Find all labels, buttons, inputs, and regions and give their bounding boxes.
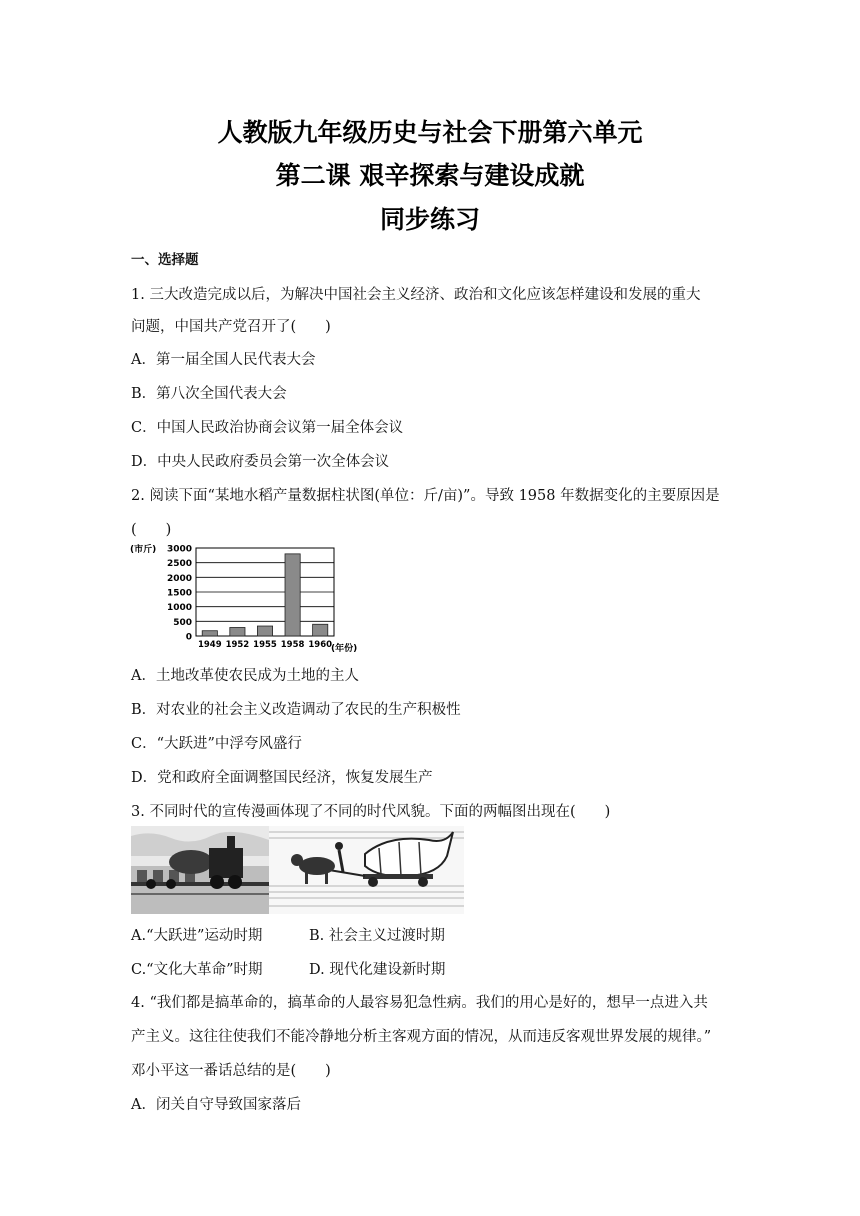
chart-ytick-label: 1000 xyxy=(166,603,192,614)
chart-ytick-label: 0 xyxy=(185,632,192,643)
q2-option-a: A．土地改革使农民成为土地的主人 xyxy=(131,668,359,684)
chart-xtick-label: 1955 xyxy=(253,640,277,650)
doc-title-line2: 第二课 艰辛探索与建设成就 xyxy=(275,161,585,190)
q1-option-b: B．第八次全国代表大会 xyxy=(131,386,287,402)
chart-xtick-label: 1949 xyxy=(197,640,222,650)
q4-stem-line2: 产主义。这往往使我们不能冷静地分析主客观方面的情况，从而违反客观世界发展的规律。” xyxy=(131,1029,712,1045)
section-heading: 一、选择题 xyxy=(131,252,199,268)
q1-stem-line1: 1. 三大改造完成以后，为解决中国社会主义经济、政治和文化应该怎样建设和发展的重大 xyxy=(131,287,701,303)
q3-option-c: C.“文化大革命”时期 xyxy=(131,962,263,978)
doc-title-line3: 同步练习 xyxy=(379,205,480,234)
chart-bar-1958 xyxy=(285,554,300,636)
q1-option-c: C．中国人民政治协商会议第一届全体会议 xyxy=(131,420,404,436)
q3-option-a: A.“大跃进”运动时期 xyxy=(131,928,263,944)
chart-bar-1952 xyxy=(230,627,245,636)
q1-option-a: A．第一届全国人民代表大会 xyxy=(131,352,316,368)
propaganda-cartoon-train xyxy=(131,826,269,914)
q2-option-c: C．“大跃进”中浮夸风盛行 xyxy=(131,736,302,752)
q4-stem-line3: 邓小平这一番话总结的是( ) xyxy=(131,1063,331,1079)
q2-option-d: D．党和政府全面调整国民经济，恢复发展生产 xyxy=(131,770,433,786)
chart-ytick-label: 2500 xyxy=(166,559,192,570)
q1-stem-line2: 问题，中国共产党召开了( ) xyxy=(131,319,331,335)
propaganda-cartoon-ox-cart xyxy=(269,826,464,914)
chart-bar-1949 xyxy=(202,631,217,636)
chart-xtick-label: 1960 xyxy=(308,640,333,650)
chart-ytick-label: 2000 xyxy=(166,573,192,584)
chart-ytick-label: 3000 xyxy=(166,544,192,555)
q4-stem-line1: 4. “我们都是搞革命的，搞革命的人最容易犯急性病。我们的用心是好的，想早一点进入共 xyxy=(131,995,708,1011)
rice-yield-bar-chart xyxy=(128,540,368,655)
q3-option-b: B. 社会主义过渡时期 xyxy=(309,928,445,944)
chart-bar-1960 xyxy=(313,624,328,636)
q2-stem-line1: 2. 阅读下面“某地水稻产量数据柱状图(单位：斤/亩)”。导致 1958 年数据变化的主要原因是 xyxy=(131,488,720,504)
q3-option-d: D. 现代化建设新时期 xyxy=(309,962,446,978)
chart-ytick-label: 1500 xyxy=(166,588,192,599)
chart-bar-1955 xyxy=(257,626,272,636)
doc-title-line1: 人教版九年级历史与社会下册第六单元 xyxy=(217,118,643,147)
q2-stem-line2: ( ) xyxy=(131,522,172,538)
chart-ytick-label: 500 xyxy=(173,617,192,628)
q2-option-b: B．对农业的社会主义改造调动了农民的生产积极性 xyxy=(131,702,461,718)
chart-xtick-label: 1952 xyxy=(225,640,250,650)
chart-ylabel: (市斤) xyxy=(130,545,157,555)
q3-stem: 3. 不同时代的宣传漫画体现了不同的时代风貌。下面的两幅图出现在( ) xyxy=(131,804,611,820)
chart-xtick-label: 1958 xyxy=(280,640,305,650)
chart-xlabel: (年份) xyxy=(331,644,358,654)
q1-option-d: D．中央人民政府委员会第一次全体会议 xyxy=(131,454,390,470)
q4-option-a: A．闭关自守导致国家落后 xyxy=(131,1097,301,1113)
